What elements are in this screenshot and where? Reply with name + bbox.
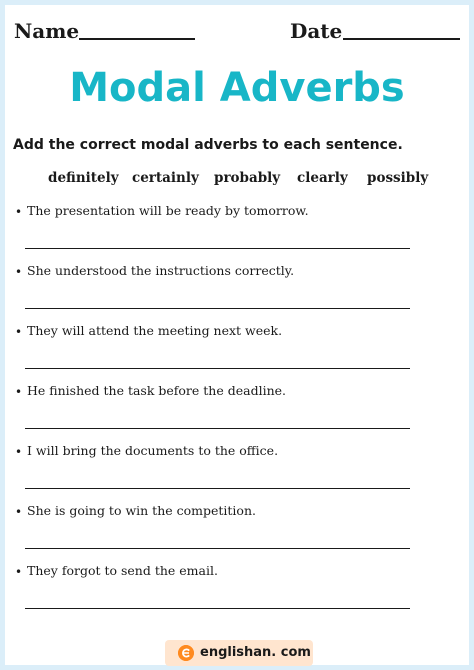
bullet: • <box>15 325 23 339</box>
bullet: • <box>15 505 23 519</box>
exercise-item <box>5 382 469 442</box>
date-label: Date <box>290 19 343 43</box>
sentence-text: They forgot to send the email. <box>27 563 218 578</box>
sentence-text: She is going to win the competition. <box>27 503 256 518</box>
worksheet <box>5 5 469 665</box>
instructions: Add the correct modal adverbs to each sentence. <box>13 137 403 153</box>
name-label: Name <box>14 19 80 43</box>
exercise-item <box>5 502 469 562</box>
answer-line[interactable] <box>25 488 410 489</box>
bullet: • <box>15 385 23 399</box>
bullet: • <box>15 565 23 579</box>
site-footer-badge[interactable] <box>165 640 313 666</box>
exercise-item <box>5 322 469 382</box>
answer-line[interactable] <box>25 248 410 249</box>
word-bank-item: probably <box>214 170 281 186</box>
exercise-item <box>5 442 469 502</box>
answer-line[interactable] <box>25 428 410 429</box>
bullet: • <box>15 265 23 279</box>
answer-line[interactable] <box>25 608 410 609</box>
word-bank-item: definitely <box>48 170 119 186</box>
answer-line[interactable] <box>25 308 410 309</box>
page-title: Modal Adverbs <box>69 65 405 111</box>
bullet: • <box>15 445 23 459</box>
exercise-item <box>5 202 469 262</box>
bullet: • <box>15 205 23 219</box>
name-field-line[interactable] <box>79 38 195 40</box>
footer-site-name: englishan. com <box>200 645 311 660</box>
answer-line[interactable] <box>25 548 410 549</box>
word-bank-item: certainly <box>132 170 199 186</box>
date-field-line[interactable] <box>343 38 460 40</box>
sentence-text: They will attend the meeting next week. <box>27 323 283 338</box>
englishan-logo-icon <box>178 645 194 661</box>
sentence-text: She understood the instructions correctly. <box>27 263 295 278</box>
sentence-text: The presentation will be ready by tomorrow. <box>27 203 309 218</box>
word-bank-item: possibly <box>367 170 429 186</box>
header-row <box>5 18 469 48</box>
word-bank-item: clearly <box>297 170 348 186</box>
exercise-item <box>5 562 469 622</box>
answer-line[interactable] <box>25 368 410 369</box>
word-bank <box>5 169 469 189</box>
sentence-text: I will bring the documents to the office. <box>27 443 279 458</box>
sentence-text: He finished the task before the deadline. <box>27 383 286 398</box>
exercise-item <box>5 262 469 322</box>
